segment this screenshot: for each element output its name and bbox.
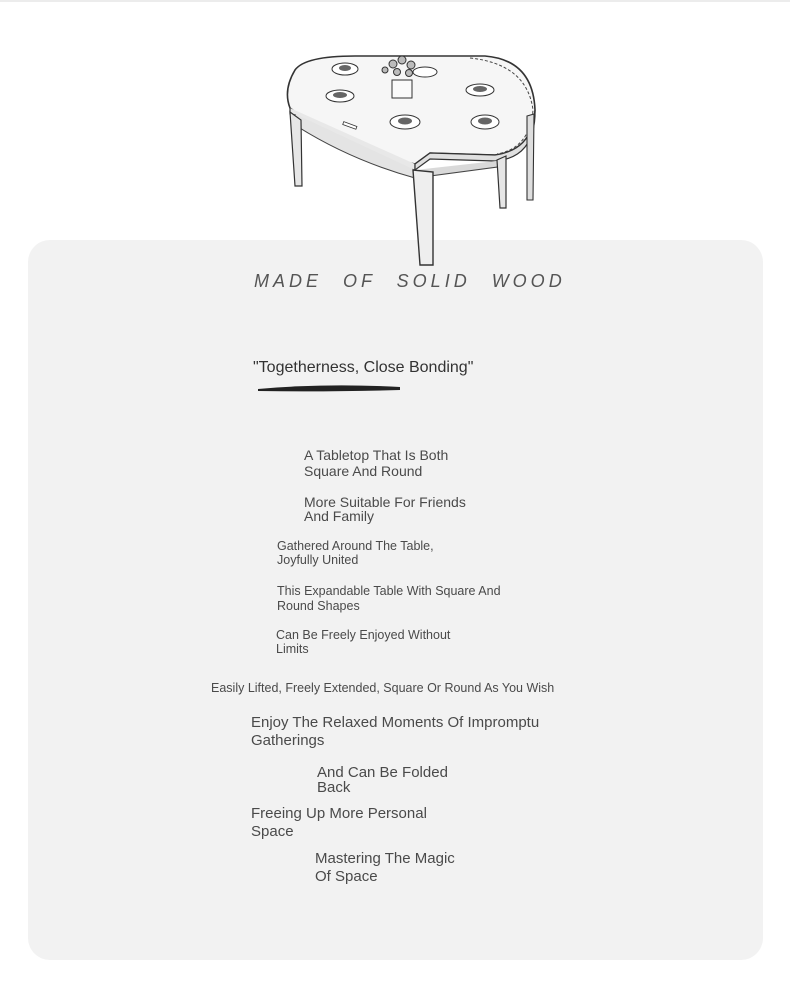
text-line-1: A Tabletop That Is Both Square And Round xyxy=(304,447,449,479)
quote-title: "Togetherness, Close Bonding" xyxy=(253,359,474,376)
brush-underline xyxy=(256,383,402,392)
text-line-7: Enjoy The Relaxed Moments Of Impromptu Gatherings xyxy=(251,714,540,749)
top-divider xyxy=(0,0,790,2)
text-line-8: And Can Be Folded Back xyxy=(317,764,448,796)
text-line-2: More Suitable For Friends And Family xyxy=(304,494,466,524)
text-line-10: Mastering The Magic Of Space xyxy=(315,850,455,885)
headline: MADE OF SOLID WOOD xyxy=(254,271,566,291)
dining-table-illustration xyxy=(265,50,545,272)
text-line-9: Freeing Up More Personal Space xyxy=(251,805,427,840)
text-line-3: Gathered Around The Table, Joyfully United xyxy=(277,539,434,567)
text-line-5: Can Be Freely Enjoyed Without Limits xyxy=(276,628,451,656)
text-line-6: Easily Lifted, Freely Extended, Square Or Round As You Wish xyxy=(211,681,555,695)
text-line-4: This Expandable Table With Square And Round Shapes xyxy=(277,584,501,613)
